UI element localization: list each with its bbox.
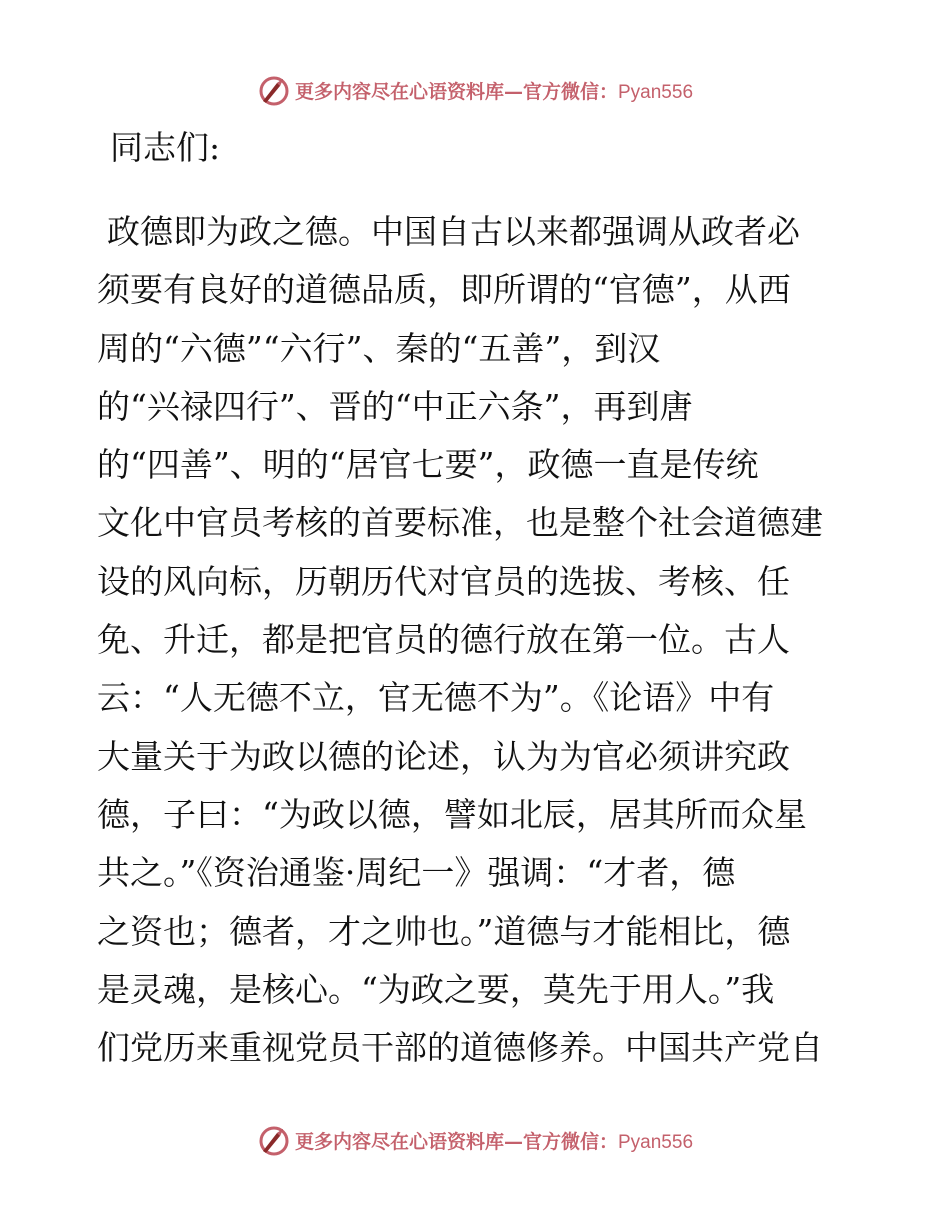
paragraph-line: 周的“六德”“六行”、秦的“五善”，到汉: [97, 328, 661, 368]
paragraph-line: 共之。”《资治通鉴·周纪一》强调：“才者，德: [97, 853, 736, 893]
paragraph-line: 们党历来重视党员干部的道德修养。中国共产党自: [97, 1028, 823, 1068]
pen-nib-logo-icon: [257, 1123, 291, 1157]
greeting: 同志们:: [110, 128, 221, 167]
header-banner: [0, 70, 950, 110]
document-body: [97, 123, 857, 1077]
paragraph-line: 须要有良好的道德品质，即所谓的“官德”，从西: [97, 270, 791, 310]
header-banner-title: 更多内容尽在心语资料库—官方微信：: [294, 80, 618, 103]
paragraph-line: 云：“人无德不立，官无德不为”。《论语》中有: [97, 678, 775, 718]
paragraph-line: 的“兴禄四行”、晋的“中正六条”，再到唐: [97, 386, 693, 426]
paragraph-line: 大量关于为政以德的论述，认为为官必须讲究政: [97, 736, 790, 776]
header-banner-text: [295, 77, 693, 104]
paragraph-line: 的“四善”、明的“居官七要”，政德一直是传统: [97, 445, 759, 485]
paragraph-line: 政德即为政之德。中国自古以来都强调从政者必: [107, 212, 800, 251]
paragraph-line: 免、升迁，都是把官员的德行放在第一位。古人: [97, 620, 790, 660]
paragraph-line: 德，子曰：“为政以德，譬如北辰，居其所而众星: [97, 794, 807, 834]
footer-banner-text: [295, 1127, 693, 1154]
paragraph-line: 之资也；德者，才之帅也。”道德与才能相比，德: [97, 911, 791, 951]
footer-banner-title: 更多内容尽在心语资料库—官方微信：: [294, 1130, 618, 1153]
paragraph-line: 文化中官员考核的首要标准，也是整个社会道德建: [97, 503, 823, 543]
paragraph-line: 是灵魂，是核心。“为政之要，莫先于用人。”我: [97, 969, 775, 1009]
footer-banner-wechat-id: Pyan556: [618, 1131, 694, 1153]
footer-banner: [0, 1120, 950, 1160]
pen-nib-logo-icon: [257, 73, 291, 107]
paragraph-line: 设的风向标，历朝历代对官员的选拔、考核、任: [97, 561, 790, 601]
header-banner-wechat-id: Pyan556: [618, 81, 694, 103]
